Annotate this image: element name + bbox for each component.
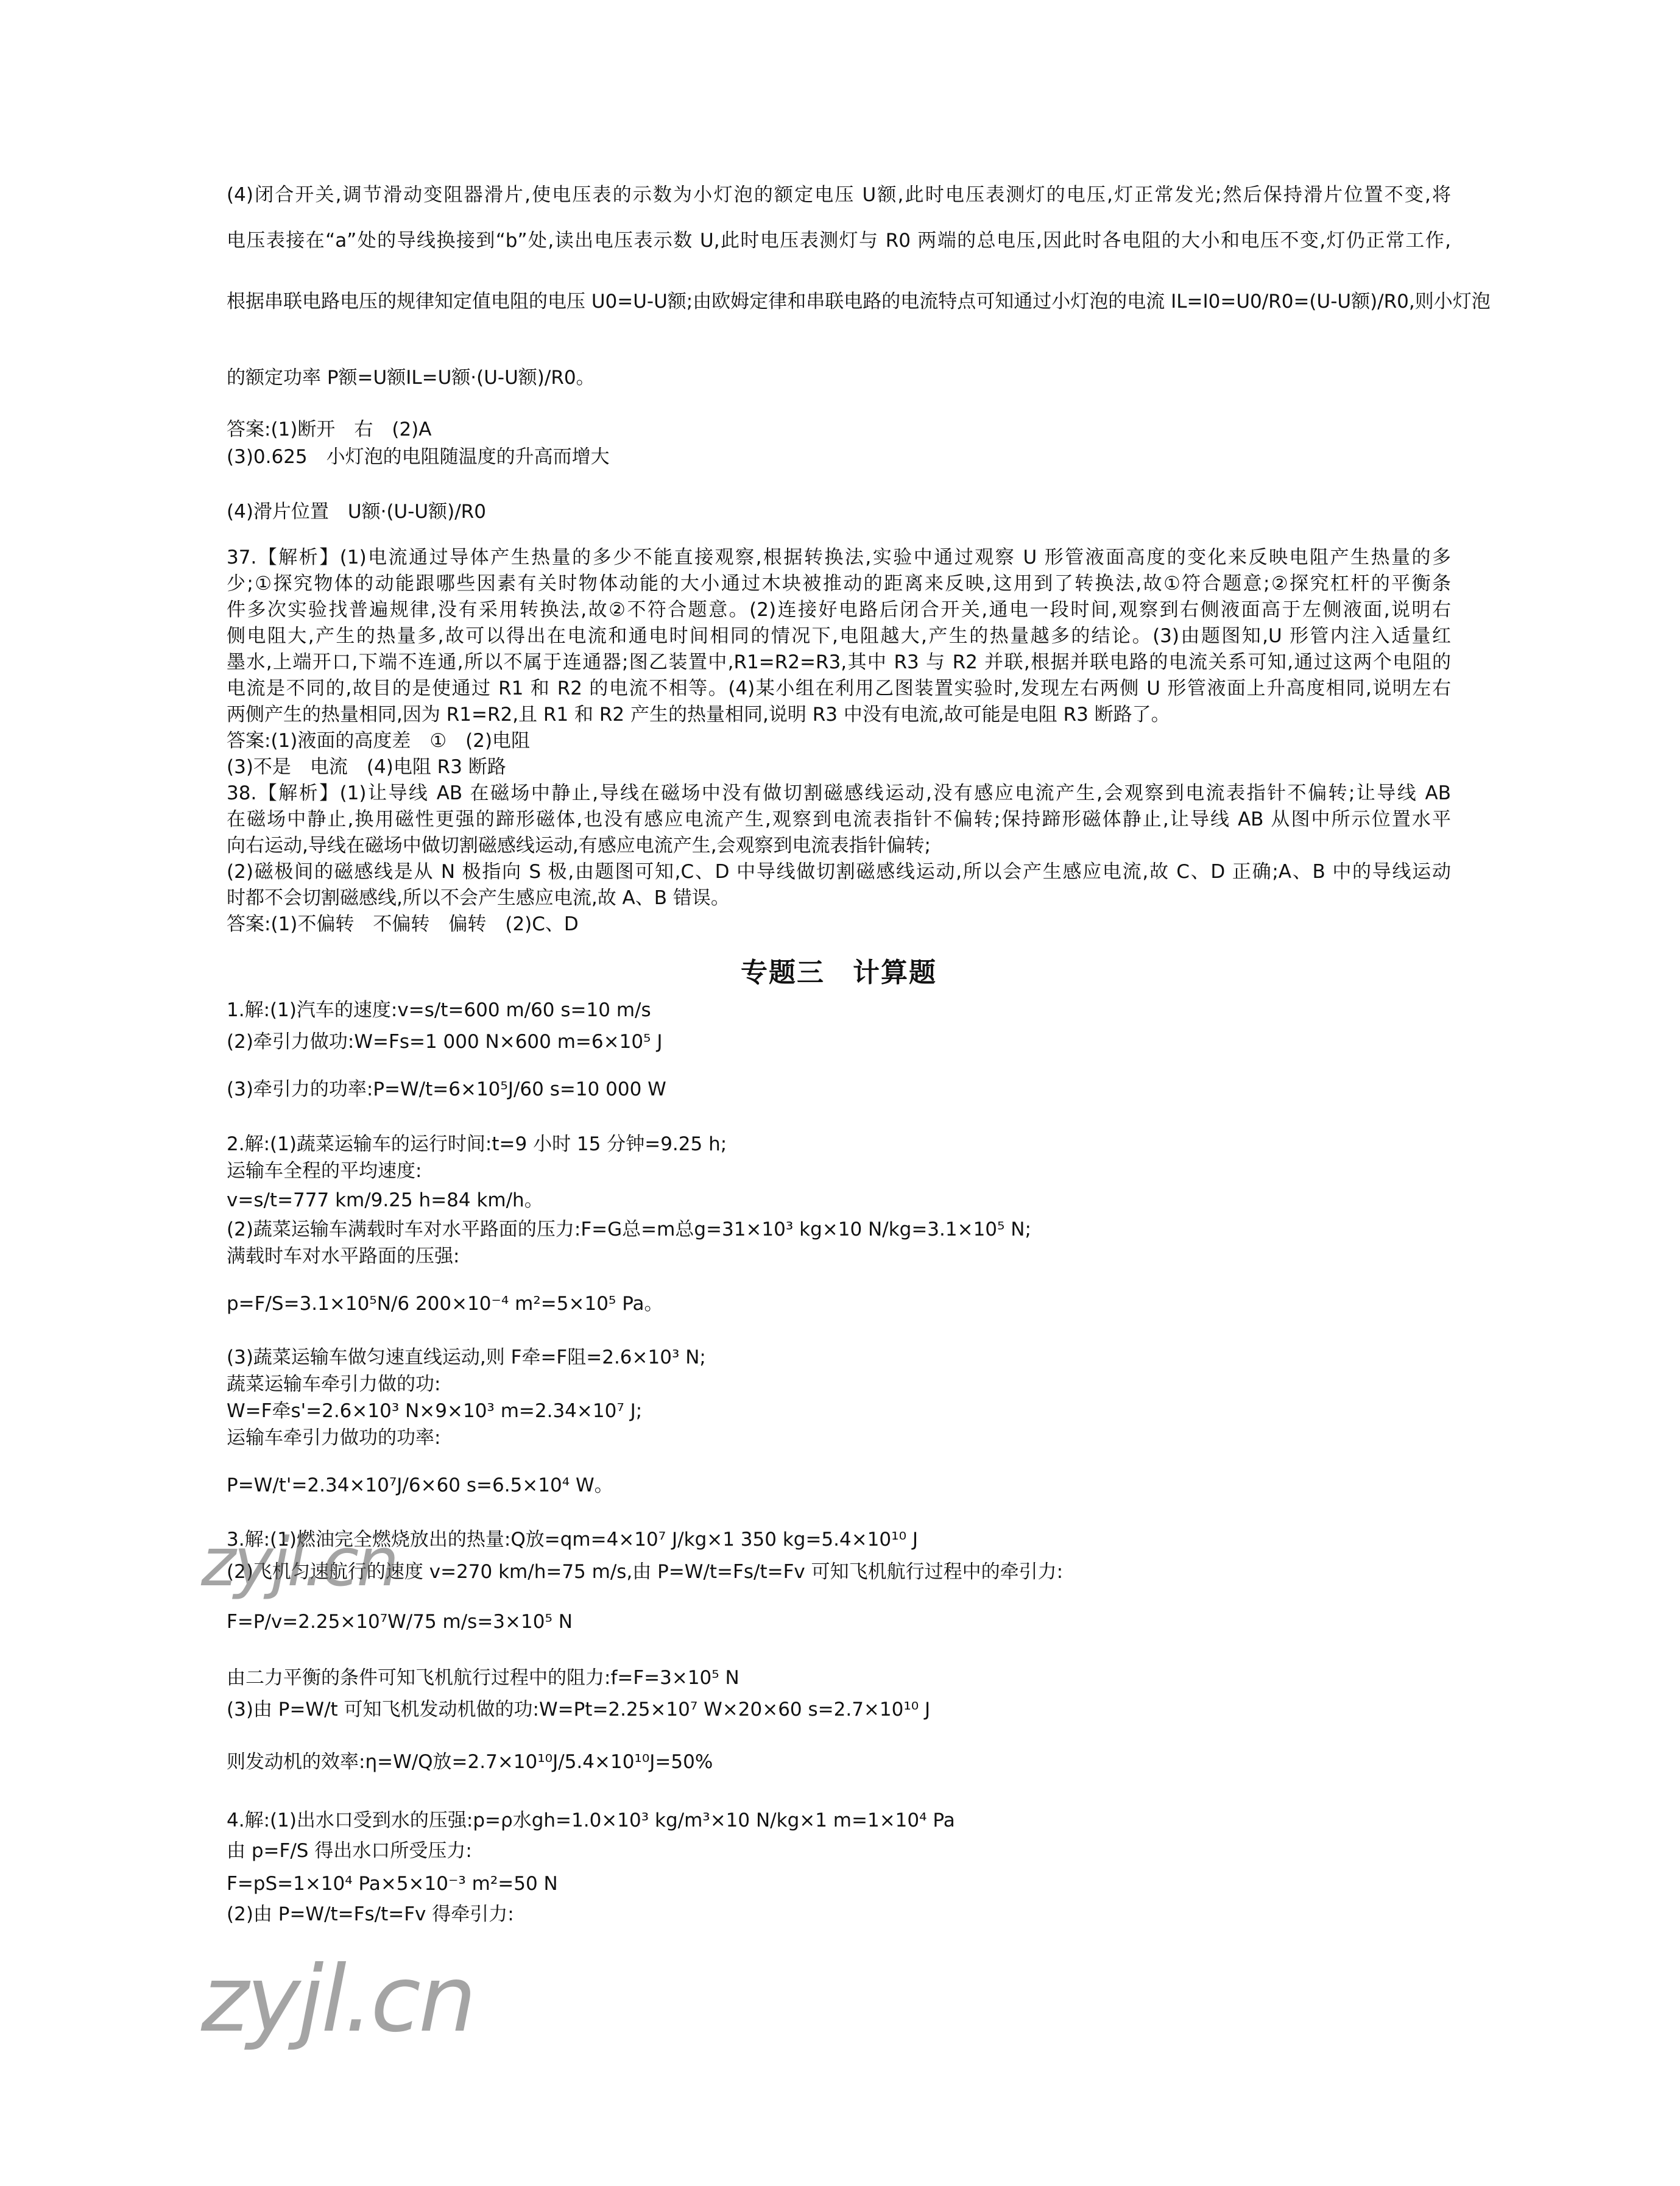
solution-line: (2)牵引力做功:W=Fs=1 000 N×600 m=6×10⁵ J	[227, 1031, 663, 1053]
solution-line: (2)由 P=W/t=Fs/t=Fv 得牵引力:	[227, 1903, 514, 1925]
solution-line: p=F/S=3.1×10⁵N/6 200×10⁻⁴ m²=5×10⁵ Pa。	[227, 1293, 663, 1315]
text-line: (4)闭合开关,调节滑动变阻器滑片,使电压表的示数为小灯泡的额定电压 U额,此时电压表测灯的电压,灯正常发光;然后保持滑片位置不变,将	[227, 184, 1451, 206]
solution-line: (2)飞机匀速航行的速度 v=270 km/h=75 m/s,由 P=W/t=Fs/t=Fv 可知飞机航行过程中的牵引力:	[227, 1561, 1064, 1583]
text-line: 答案:(1)断开 右 (2)A	[227, 419, 432, 440]
text-line: 答案:(1)不偏转 不偏转 偏转 (2)C、D	[227, 913, 579, 935]
text-line: 件多次实验找普遍规律,没有采用转换法,故②不符合题意。(2)连接好电路后闭合开关,通电一段时间,观察到右侧液面高于左侧液面,说明右	[227, 599, 1451, 621]
text-line: (3)0.625 小灯泡的电阻随温度的升高而增大	[227, 446, 610, 468]
text-line: 向右运动,导线在磁场中做切割磁感线运动,有感应电流产生,会观察到电流表指针偏转;	[227, 835, 931, 857]
solution-line: P=W/t'=2.34×10⁷J/6×60 s=6.5×10⁴ W。	[227, 1474, 613, 1496]
section-title: 专题三 计算题	[741, 957, 937, 988]
solution-line: 运输车牵引力做功的功率:	[227, 1427, 441, 1449]
solution-line: 2.解:(1)蔬菜运输车的运行时间:t=9 小时 15 分钟=9.25 h;	[227, 1133, 727, 1155]
solution-line: 由二力平衡的条件可知飞机航行过程中的阻力:f=F=3×10⁵ N	[227, 1667, 739, 1689]
text-line: 墨水,上端开口,下端不连通,所以不属于连通器;图乙装置中,R1=R2=R3,其中 R3 与 R2 并联,根据并联电路的电流关系可知,通过这两个电阻的	[227, 651, 1451, 673]
solution-line: F=P/v=2.25×10⁷W/75 m/s=3×10⁵ N	[227, 1611, 573, 1633]
solution-line: 3.解:(1)燃油完全燃烧放出的热量:Q放=qm=4×10⁷ J/kg×1 350 kg=5.4×10¹⁰ J	[227, 1529, 918, 1551]
solution-line: (2)蔬菜运输车满载时车对水平路面的压力:F=G总=m总g=31×10³ kg×10 N/kg=3.1×10⁵ N;	[227, 1219, 1031, 1240]
text-line: 时都不会切割磁感线,所以不会产生感应电流,故 A、B 错误。	[227, 887, 730, 909]
solution-line: 蔬菜运输车牵引力做的功:	[227, 1373, 441, 1395]
text-line: 37.【解析】(1)电流通过导体产生热量的多少不能直接观察,根据转换法,实验中通过观察 U 形管液面高度的变化来反映电阻产生热量的多	[227, 546, 1451, 568]
solution-line: F=pS=1×10⁴ Pa×5×10⁻³ m²=50 N	[227, 1873, 558, 1895]
text-line: 两侧产生的热量相同,因为 R1=R2,且 R1 和 R2 产生的热量相同,说明 R3 中没有电流,故可能是电阻 R3 断路了。	[227, 704, 1170, 726]
solution-line: (3)由 P=W/t 可知飞机发动机做的功:W=Pt=2.25×10⁷ W×20×60 s=2.7×10¹⁰ J	[227, 1699, 931, 1721]
watermark-bottom: zyjl.cn	[201, 1947, 475, 2053]
text-line: 电流是不同的,故目的是使通过 R1 和 R2 的电流不相等。(4)某小组在利用乙图装置实验时,发现左右两侧 U 形管液面上升高度相同,说明左右	[227, 677, 1451, 699]
text-line: 的额定功率 P额=U额IL=U额·(U-U额)/R0。	[227, 367, 595, 389]
text-line: 侧电阻大,产生的热量多,故可以得出在电流和通电时间相同的情况下,电阻越大,产生的热量越多的结论。(3)由题图知,U 形管内注入适量红	[227, 625, 1451, 647]
text-line: 根据串联电路电压的规律知定值电阻的电压 U0=U-U额;由欧姆定律和串联电路的电流特点可知通过小灯泡的电流 IL=I0=U0/R0=(U-U额)/R0,则小灯泡	[227, 291, 1491, 313]
solution-line: (3)牵引力的功率:P=W/t=6×10⁵J/60 s=10 000 W	[227, 1078, 666, 1100]
solution-line: 由 p=F/S 得出水口所受压力:	[227, 1840, 472, 1862]
solution-line: 运输车全程的平均速度:	[227, 1160, 422, 1182]
solution-line: v=s/t=777 km/9.25 h=84 km/h。	[227, 1189, 543, 1211]
solution-line: W=F牵s'=2.6×10³ N×9×10³ m=2.34×10⁷ J;	[227, 1400, 643, 1422]
text-line: 少;①探究物体的动能跟哪些因素有关时物体动能的大小通过木块被推动的距离来反映,这用到了转换法,故①符合题意;②探究杠杆的平衡条	[227, 573, 1451, 595]
text-line: (3)不是 电流 (4)电阻 R3 断路	[227, 756, 506, 778]
text-line: (2)磁极间的磁感线是从 N 极指向 S 极,由题图可知,C、D 中导线做切割磁感线运动,所以会产生感应电流,故 C、D 正确;A、B 中的导线运动	[227, 861, 1451, 883]
text-line: (4)滑片位置 U额·(U-U额)/R0	[227, 501, 486, 523]
solution-line: 1.解:(1)汽车的速度:v=s/t=600 m/60 s=10 m/s	[227, 999, 651, 1021]
text-line: 电压表接在“a”处的导线换接到“b”处,读出电压表示数 U,此时电压表测灯与 R0 两端的总电压,因此时各电阻的大小和电压不变,灯仍正常工作,	[227, 230, 1451, 252]
text-line: 在磁场中静止,换用磁性更强的蹄形磁体,也没有感应电流产生,观察到电流表指针不偏转;保持蹄形磁体静止,让导线 AB 从图中所示位置水平	[227, 808, 1451, 830]
solution-line: (3)蔬菜运输车做匀速直线运动,则 F牵=F阻=2.6×10³ N;	[227, 1346, 706, 1368]
text-line: 38.【解析】(1)让导线 AB 在磁场中静止,导线在磁场中没有做切割磁感线运动,没有感应电流产生,会观察到电流表指针不偏转;让导线 AB	[227, 782, 1451, 804]
solution-line: 4.解:(1)出水口受到水的压强:p=ρ水gh=1.0×10³ kg/m³×10 N/kg×1 m=1×10⁴ Pa	[227, 1809, 955, 1831]
solution-line: 则发动机的效率:η=W/Q放=2.7×10¹⁰J/5.4×10¹⁰J=50%	[227, 1751, 713, 1773]
text-line: 答案:(1)液面的高度差 ① (2)电阻	[227, 730, 531, 752]
solution-line: 满载时车对水平路面的压强:	[227, 1245, 460, 1267]
watermark-mid: zyjl.cn	[201, 1523, 397, 1601]
